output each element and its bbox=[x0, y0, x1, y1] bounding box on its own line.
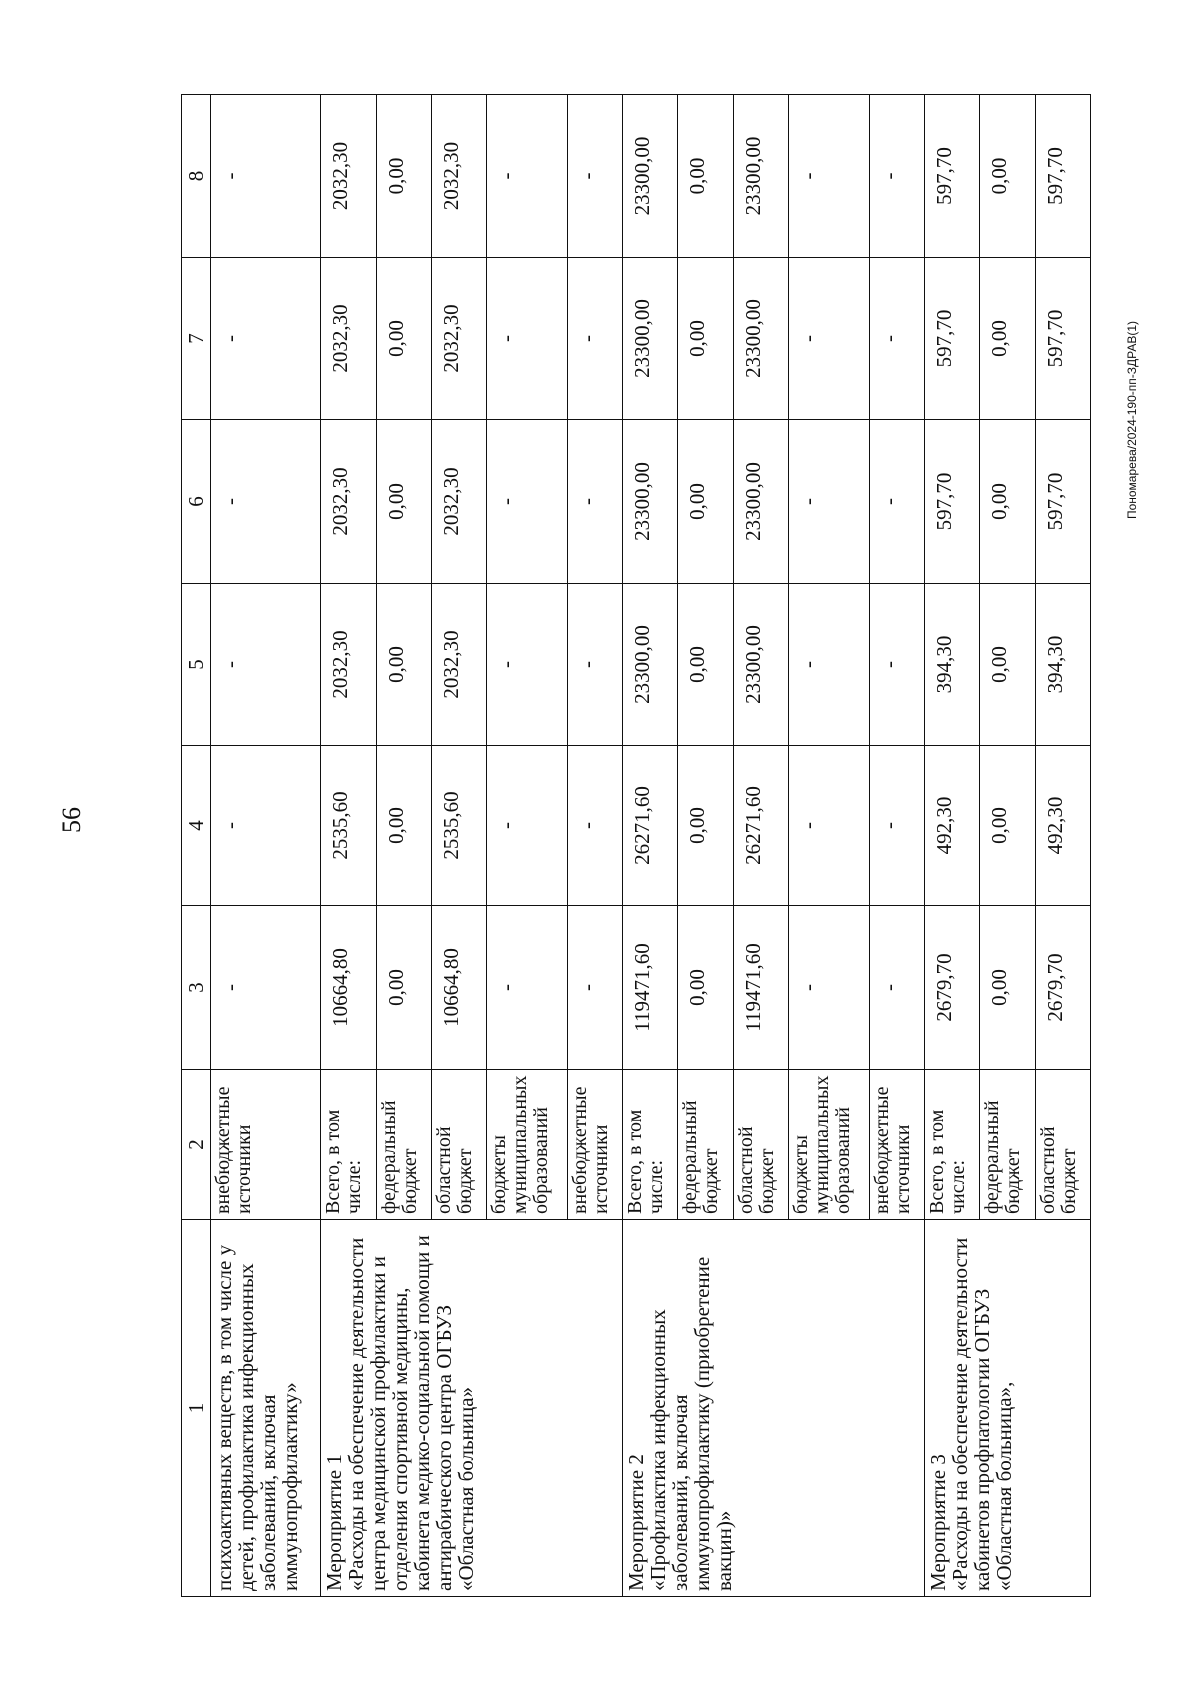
measure-name-cell: психоактивных веществ, в том числе у детей, профилактика инфекционных заболеваний, включая иммунопрофилактику» bbox=[210, 1220, 321, 1597]
document-code: Пономарева/2024-190-пп-ЗДРАВ(1) bbox=[1125, 320, 1139, 520]
amount-cell: - bbox=[210, 258, 321, 420]
amount-cell: 119471,60 bbox=[623, 906, 678, 1070]
funding-source-cell: федеральный бюджет bbox=[980, 1070, 1035, 1220]
amount-cell: - bbox=[210, 95, 321, 258]
header-cell: 5 bbox=[182, 584, 211, 746]
page-number: 56 bbox=[57, 807, 86, 833]
amount-cell: 0,00 bbox=[678, 746, 733, 906]
amount-cell: - bbox=[869, 906, 924, 1070]
table-body bbox=[182, 95, 1091, 1597]
amount-cell: 2032,30 bbox=[321, 258, 376, 420]
funding-source-cell: областной бюджет bbox=[1035, 1070, 1090, 1220]
amount-cell: 0,00 bbox=[376, 906, 431, 1070]
amount-cell: 23300,00 bbox=[733, 95, 788, 258]
amount-cell: 0,00 bbox=[980, 906, 1035, 1070]
amount-cell: 2032,30 bbox=[321, 95, 376, 258]
amount-cell: - bbox=[869, 746, 924, 906]
amount-cell: 0,00 bbox=[376, 746, 431, 906]
amount-cell: 0,00 bbox=[678, 906, 733, 1070]
amount-cell: - bbox=[487, 584, 568, 746]
header-cell: 7 bbox=[182, 258, 211, 420]
amount-cell: 2032,30 bbox=[431, 584, 486, 746]
header-cell: 3 bbox=[182, 906, 211, 1070]
amount-cell: 597,70 bbox=[1035, 95, 1090, 258]
amount-cell: - bbox=[210, 746, 321, 906]
funding-source-cell: Всего, в том числе: bbox=[623, 1070, 678, 1220]
table-row bbox=[623, 95, 678, 1597]
amount-cell: - bbox=[487, 746, 568, 906]
amount-cell: 23300,00 bbox=[733, 258, 788, 420]
amount-cell: - bbox=[210, 584, 321, 746]
amount-cell: 0,00 bbox=[980, 420, 1035, 584]
measure-name-cell: Мероприятие 3 «Расходы на обеспечение деятельности кабинетов профпатологии ОГБУЗ «Областная больница», bbox=[925, 1220, 1091, 1597]
amount-cell: - bbox=[567, 258, 622, 420]
amount-cell: 23300,00 bbox=[623, 95, 678, 258]
funding-source-cell: внебюджетные источники bbox=[567, 1070, 622, 1220]
amount-cell: 492,30 bbox=[1035, 746, 1090, 906]
amount-cell: 2679,70 bbox=[1035, 906, 1090, 1070]
amount-cell: - bbox=[567, 95, 622, 258]
amount-cell: - bbox=[567, 906, 622, 1070]
amount-cell: 23300,00 bbox=[623, 584, 678, 746]
amount-cell: 0,00 bbox=[376, 95, 431, 258]
amount-cell: - bbox=[869, 584, 924, 746]
amount-cell: 0,00 bbox=[376, 258, 431, 420]
amount-cell: - bbox=[789, 906, 870, 1070]
header-cell: 6 bbox=[182, 420, 211, 584]
amount-cell: - bbox=[789, 95, 870, 258]
amount-cell: 23300,00 bbox=[733, 420, 788, 584]
amount-cell: 394,30 bbox=[1035, 584, 1090, 746]
amount-cell: 597,70 bbox=[925, 420, 980, 584]
amount-cell: 0,00 bbox=[980, 95, 1035, 258]
amount-cell: 597,70 bbox=[1035, 258, 1090, 420]
amount-cell: 26271,60 bbox=[623, 746, 678, 906]
funding-source-cell: областной бюджет bbox=[431, 1070, 486, 1220]
amount-cell: 0,00 bbox=[980, 258, 1035, 420]
amount-cell: - bbox=[487, 420, 568, 584]
amount-cell: 0,00 bbox=[980, 584, 1035, 746]
header-cell: 1 bbox=[182, 1220, 211, 1597]
funding-source-cell: внебюджетные источники bbox=[869, 1070, 924, 1220]
amount-cell: - bbox=[487, 906, 568, 1070]
amount-cell: - bbox=[487, 258, 568, 420]
amount-cell: 597,70 bbox=[925, 258, 980, 420]
header-cell: 2 bbox=[182, 1070, 211, 1220]
header-row bbox=[182, 95, 211, 1597]
amount-cell: 0,00 bbox=[678, 258, 733, 420]
amount-cell: - bbox=[567, 420, 622, 584]
amount-cell: - bbox=[210, 420, 321, 584]
amount-cell: - bbox=[210, 906, 321, 1070]
budget-table bbox=[181, 94, 1091, 1597]
amount-cell: 2032,30 bbox=[321, 420, 376, 584]
amount-cell: 2032,30 bbox=[431, 95, 486, 258]
amount-cell: 0,00 bbox=[678, 584, 733, 746]
funding-source-cell: бюджеты муниципальных образований bbox=[789, 1070, 870, 1220]
amount-cell: 2679,70 bbox=[925, 906, 980, 1070]
amount-cell: 0,00 bbox=[376, 420, 431, 584]
amount-cell: 26271,60 bbox=[733, 746, 788, 906]
amount-cell: 2032,30 bbox=[431, 420, 486, 584]
funding-source-cell: областной бюджет bbox=[733, 1070, 788, 1220]
amount-cell: 2032,30 bbox=[321, 584, 376, 746]
measure-name-cell: Мероприятие 1 «Расходы на обеспечение деятельности центра медицинской профилактики и отделения спортивной медицины, кабинета медико-социальной помощи и антирабического центра ОГБУЗ «Областная больница» bbox=[321, 1220, 623, 1597]
measure-name-cell: Мероприятие 2 «Профилактика инфекционных заболеваний, включая иммунопрофилактику (приобретение вакцин)» bbox=[623, 1220, 925, 1597]
amount-cell: 0,00 bbox=[980, 746, 1035, 906]
header-cell: 8 bbox=[182, 95, 211, 258]
amount-cell: 2535,60 bbox=[321, 746, 376, 906]
funding-source-cell: бюджеты муниципальных образований bbox=[487, 1070, 568, 1220]
funding-source-cell: федеральный бюджет bbox=[376, 1070, 431, 1220]
amount-cell: 23300,00 bbox=[733, 584, 788, 746]
amount-cell: 10664,80 bbox=[431, 906, 486, 1070]
amount-cell: - bbox=[789, 420, 870, 584]
funding-source-cell: федеральный бюджет bbox=[678, 1070, 733, 1220]
amount-cell: 0,00 bbox=[678, 95, 733, 258]
amount-cell: 0,00 bbox=[678, 420, 733, 584]
funding-source-cell: Всего, в том числе: bbox=[925, 1070, 980, 1220]
amount-cell: - bbox=[789, 584, 870, 746]
amount-cell: 23300,00 bbox=[623, 420, 678, 584]
amount-cell: 10664,80 bbox=[321, 906, 376, 1070]
amount-cell: 597,70 bbox=[1035, 420, 1090, 584]
amount-cell: 492,30 bbox=[925, 746, 980, 906]
funding-source-cell: внебюджетные источники bbox=[210, 1070, 321, 1220]
amount-cell: - bbox=[869, 258, 924, 420]
amount-cell: - bbox=[869, 420, 924, 584]
table-row bbox=[925, 95, 980, 1597]
amount-cell: - bbox=[567, 746, 622, 906]
amount-cell: 23300,00 bbox=[623, 258, 678, 420]
amount-cell: 2032,30 bbox=[431, 258, 486, 420]
table-row bbox=[321, 95, 376, 1597]
header-cell: 4 bbox=[182, 746, 211, 906]
amount-cell: - bbox=[789, 746, 870, 906]
amount-cell: 2535,60 bbox=[431, 746, 486, 906]
funding-source-cell: Всего, в том числе: bbox=[321, 1070, 376, 1220]
budget-table-rotated bbox=[181, 95, 1091, 1597]
amount-cell: 0,00 bbox=[376, 584, 431, 746]
amount-cell: - bbox=[869, 95, 924, 258]
amount-cell: 119471,60 bbox=[733, 906, 788, 1070]
amount-cell: 597,70 bbox=[925, 95, 980, 258]
table-row bbox=[210, 95, 321, 1597]
amount-cell: - bbox=[487, 95, 568, 258]
amount-cell: - bbox=[789, 258, 870, 420]
amount-cell: - bbox=[567, 584, 622, 746]
amount-cell: 394,30 bbox=[925, 584, 980, 746]
